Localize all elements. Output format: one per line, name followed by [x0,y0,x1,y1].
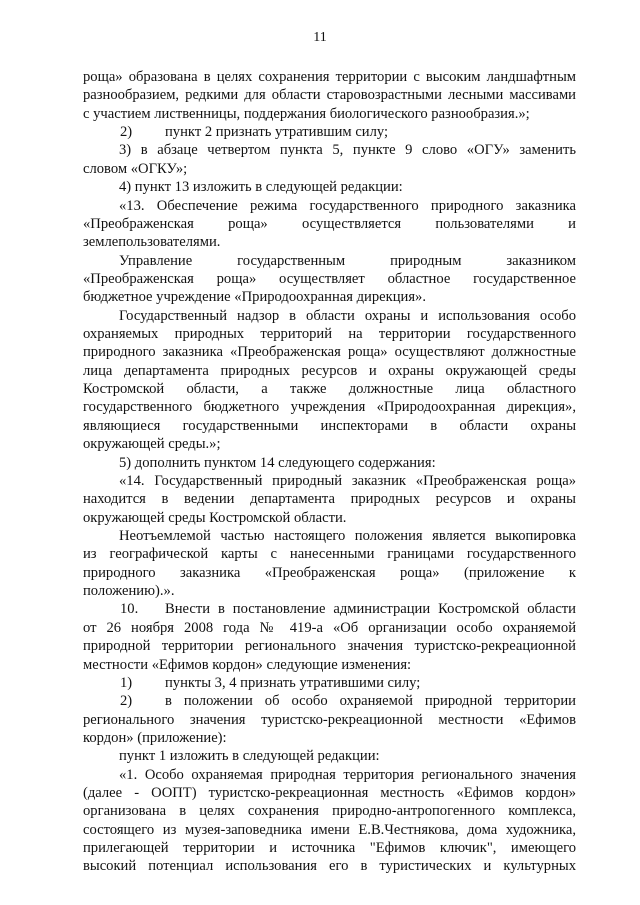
text-line: «Преображенская роща» осуществляется пользователями и [83,215,576,232]
text-line: пункт 1 изложить в следующей редакции: [119,748,380,765]
text-line: положению).». [83,583,175,600]
text-line: «14. Государственный природный заказник «Преображенская роща» [119,472,576,489]
text-line: из географической карты с нанесенными границами государственного [83,546,576,563]
text-line [83,674,576,692]
text-line: землепользователями. [83,234,221,251]
text-line: «1. Особо охраняемая природная территория регионального значения [119,766,576,783]
list-number: 1) [120,674,133,691]
line-text: пункты 3, 4 признать утратившими силу; [165,674,421,691]
text-line: окружающей среды Костромской области. [83,509,347,526]
text-line: 4) пункт 13 изложить в следующей редакции: [119,179,403,196]
text-line: 3) в абзаце четвертом пункта 5, пункте 9 слово «ОГУ» заменить [119,142,576,159]
text-line: от 26 ноября 2008 года № 419-а «Об организации особо охраняемой [83,619,576,636]
text-line: 5) дополнить пунктом 14 следующего содержания: [119,454,436,471]
text-line [83,600,576,618]
list-number: 2) [120,693,133,710]
text-line: находится в ведении департамента природных ресурсов и охраны [83,491,576,508]
text-line: Управление государственным природным заказником [119,252,576,269]
text-line: (далее - ООПТ) туристско-рекреационная местность «Ефимов кордон» [83,785,576,802]
page-number: 11 [313,30,327,45]
text-line: Неотъемлемой частью настоящего положения является выкопировка [119,527,576,544]
text-line: местности «Ефимов кордон» следующие изменения: [83,656,412,673]
text-line: кордон» (приложение): [83,729,227,746]
text-line: окружающей среды.»; [83,436,221,453]
text-line: Государственный надзор в области охраны и использования особо [119,307,576,324]
text-line [83,692,576,710]
text-line: природного заказника «Преображенская роща» осуществляют должностные [83,344,576,361]
text-line: Костромской области, а также должностные лица областного [83,381,576,398]
text-line: бюджетное учреждение «Природоохранная дирекция». [83,289,426,306]
text-line: роща» образована в целях сохранения территории с высоким ландшафтным [83,69,576,85]
text-line: государственного бюджетного учреждения «Природоохранная дирекция», [83,399,576,416]
text-line: с участием лиственницы, поддержания биологического разнообразия.»; [83,105,530,122]
text-line: лица департамента природных ресурсов и охраны окружающей среды [83,362,576,379]
list-number: 2) [120,124,133,141]
text-line: являющиеся государственными инспекторами в области охраны [83,417,576,434]
list-number: 10. [120,601,139,618]
line-text: в положении об особо охраняемой природной территории [165,693,576,710]
text-line: словом «ОГКУ»; [83,160,188,177]
text-line: высокий потенциал использования его в туристических и культурных [83,858,576,875]
text-line: регионального значения туристско-рекреационной местности «Ефимов [83,711,576,728]
text-line: разнообразием, редкими для области старовозрастными лесными массивами [83,87,576,104]
text-line: охраняемых природных территорий на территории государственного [83,326,576,343]
text-line: природной территории регионального значения туристско-рекреационной [83,638,576,655]
text-line: организована в целях сохранения природно-антропогенного комплекса, [83,803,576,820]
text-line [83,123,576,141]
text-line: прилегающей территории и источника "Ефимов ключик", имеющего [83,840,576,857]
text-line: «13. Обеспечение режима государственного природного заказника [119,197,576,214]
text-line: «Преображенская роща» осуществляет областное государственное [83,270,576,287]
text-line: состоящего из музея-заповедника имени Е.В.Честнякова, дома художника, [83,821,576,838]
line-text: пункт 2 признать утратившим силу; [165,124,389,141]
document-body [83,68,576,876]
text-line: природного заказника «Преображенская роща» (приложение к [83,564,576,581]
line-text: Внести в постановление администрации Костромской области [165,601,576,618]
